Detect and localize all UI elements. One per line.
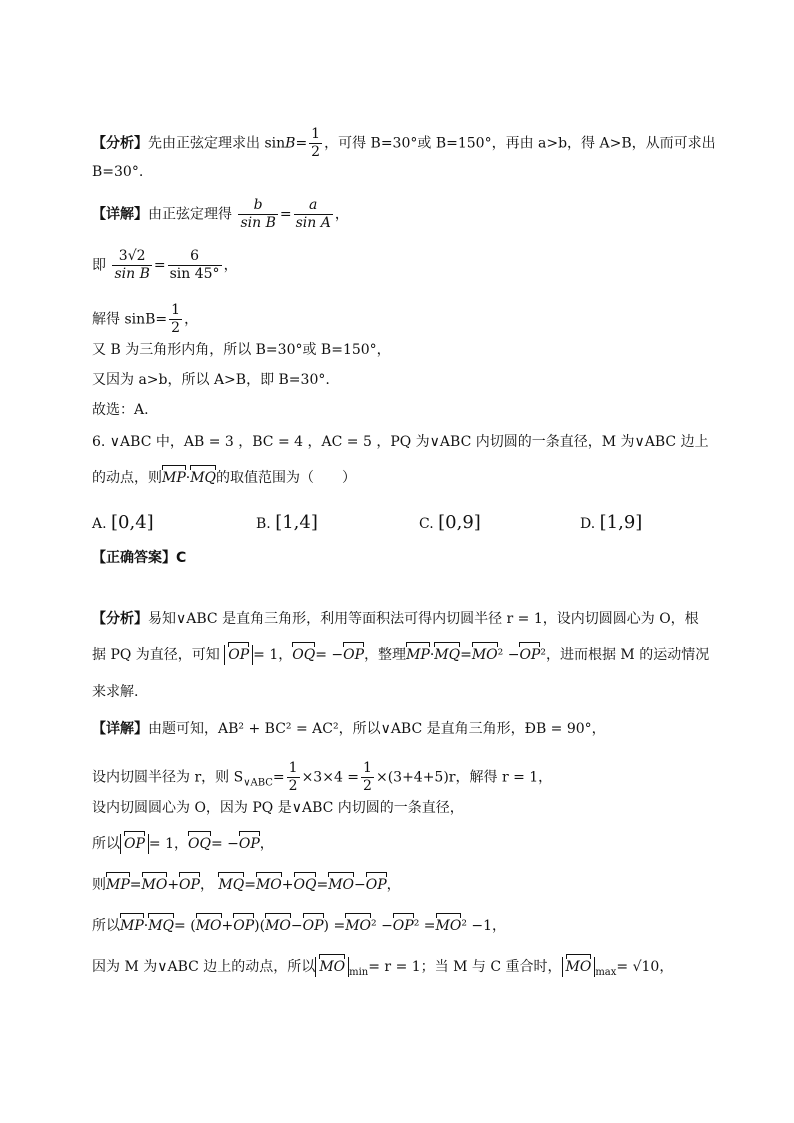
analysis2-line-3: 来求解. (92, 684, 139, 700)
option-value: [0,4] (111, 512, 154, 533)
vector-mp: MP (162, 470, 186, 486)
text: 据 PQ 为直径，可知 (92, 647, 220, 663)
detail-label: 【详解】 (92, 206, 148, 223)
text: ) = (323, 918, 346, 934)
text: 因为 M 为∨ABC 边上的动点，所以 (92, 959, 316, 975)
text: 的动点，则 (92, 470, 162, 486)
option-letter: C. (419, 516, 434, 532)
detail2-line-2 (92, 760, 552, 795)
abs-op (120, 834, 149, 854)
detail2-line-1 (92, 719, 606, 739)
text: 由题可知，AB² + BC² = AC²，所以∨ABC 是直角三角形，ÐB = 90°， (148, 721, 606, 737)
vector-mq: MQ (190, 470, 217, 486)
denominator: 2 (311, 144, 321, 160)
equals: = (316, 877, 329, 893)
vector-mo: MO (195, 918, 222, 934)
option-value: [1,9] (599, 512, 643, 533)
vector-oq: OQ (293, 877, 317, 893)
vector-op: OP (124, 836, 145, 852)
vector-mp: MP (120, 918, 144, 934)
comma: ， (184, 311, 199, 328)
equals: = (129, 877, 142, 893)
numerator: b (238, 197, 277, 215)
equals: = (153, 257, 166, 274)
numerator: 1 (311, 126, 321, 142)
option-value: [0,9] (438, 512, 481, 533)
vector-op: OP (343, 647, 365, 663)
plus: + (281, 877, 294, 893)
text: = − (315, 647, 344, 663)
denominator: sin B (114, 266, 150, 282)
denominator: 2 (171, 320, 181, 336)
detail-line-3 (92, 302, 198, 337)
denominator: 2 (288, 778, 298, 794)
vector-mo: MO (565, 959, 592, 975)
equals: = (272, 769, 285, 786)
numerator: 1 (288, 760, 298, 776)
vector-op: OP (302, 918, 324, 934)
denominator: sin B (240, 215, 276, 231)
text: 解得 sinB= (92, 311, 168, 328)
vector-mo: MO (141, 877, 168, 893)
dot: · (429, 647, 435, 663)
text: 所以 (92, 918, 120, 934)
plus: + (167, 877, 180, 893)
fraction-half (309, 126, 322, 161)
vector-mq: MQ (218, 877, 245, 893)
fraction-6-sin45 (168, 248, 222, 283)
vector-op: OP (179, 877, 200, 893)
text: = √10， (616, 959, 674, 975)
analysis2-line-1 (92, 609, 699, 629)
var-b: B (285, 135, 296, 152)
dot: · (185, 470, 191, 486)
vector-mo: MO (471, 647, 498, 663)
subscript-min: min (349, 966, 369, 978)
text: ² = (413, 918, 436, 934)
comma: ， (334, 206, 349, 223)
vector-mo: MO (255, 877, 282, 893)
denominator: sin A (295, 215, 331, 231)
text: = 1， (253, 647, 293, 663)
option-letter: A. (92, 516, 107, 532)
vector-mq: MQ (148, 918, 175, 934)
vector-op: OP (228, 647, 250, 663)
detail2-line-5 (92, 875, 401, 895)
detail-text: 由正弦定理得 (148, 206, 232, 223)
analysis-label: 【分析】 (92, 135, 148, 152)
vector-mq: MQ (434, 647, 461, 663)
analysis2-line-2 (92, 645, 709, 665)
minus: − (290, 918, 303, 934)
detail-line-6: 故选：A. (92, 402, 149, 418)
equals: = (279, 206, 292, 223)
text: )( (254, 918, 266, 934)
question-6-line-2 (92, 468, 356, 488)
abs-mo-min (315, 957, 349, 977)
fraction-half (361, 760, 374, 795)
fraction-half (287, 760, 300, 795)
vector-op: OP (238, 836, 260, 852)
numerator: 1 (363, 760, 372, 776)
detail-line-2 (92, 248, 238, 283)
question-6-line-1: 6. ∨ABC 中，AB = 3 ，BC = 4 ，AC = 5 ，PQ 为∨ABC 内切圆的一条直径，M 为∨ABC 边上 (92, 434, 709, 450)
numerator: 1 (171, 302, 181, 318)
vector-mo: MO (345, 918, 371, 934)
comma: ， (386, 877, 401, 893)
fraction-half (169, 302, 182, 337)
text: 易知∨ABC 是直角三角形，利用等面积法可得内切圆半径 r = 1，设内切圆圆心为 O，根 (148, 611, 699, 627)
plus: + (221, 918, 234, 934)
analysis-label: 【分析】 (92, 611, 148, 627)
analysis-text-rest: ，可得 B=30°或 B=150°，再由 a>b，得 A>B，从而可求出 (324, 135, 716, 152)
vector-mp: MP (406, 647, 430, 663)
option-a[interactable] (92, 512, 154, 533)
detail2-line-6 (92, 916, 506, 936)
detail-line-4: 又 B 为三角形内角，所以 B=30°或 B=150°， (92, 342, 391, 358)
numerator: a (294, 197, 333, 215)
text: 的取值范围为（ ） (216, 470, 357, 486)
detail2-line-4 (92, 834, 274, 854)
vector-mo: MO (435, 918, 462, 934)
prefix: 即 (92, 257, 106, 274)
subscript: ∨ABC (243, 777, 273, 789)
analysis-text: 先由正弦定理求出 sin (148, 135, 286, 152)
correct-answer: 【正确答案】C (92, 550, 187, 566)
text: ² − (497, 647, 520, 663)
text: ×3×4 = (301, 769, 360, 786)
text: = 1， (148, 836, 188, 852)
vector-mo: MO (319, 959, 346, 975)
denominator: sin 45° (169, 266, 220, 282)
vector-mp: MP (106, 877, 130, 893)
text: ²，进而根据 M 的运动情况 (540, 647, 710, 663)
denominator: 2 (363, 778, 372, 794)
vector-op: OP (392, 918, 414, 934)
option-c[interactable] (419, 512, 481, 533)
detail-label: 【详解】 (92, 721, 148, 737)
text: ² − (371, 918, 393, 934)
equals: = (295, 135, 308, 152)
option-b[interactable] (256, 512, 318, 533)
analysis-line-2: B=30°. (92, 164, 144, 180)
comma: ， (199, 877, 214, 893)
text: 所以 (92, 836, 120, 852)
equals: = (460, 647, 472, 663)
minus: − (354, 877, 366, 893)
numerator: 6 (168, 248, 222, 266)
option-letter: D. (580, 516, 596, 532)
text: = r = 1；当 M 与 C 重合时， (368, 959, 562, 975)
text: ， (259, 836, 274, 852)
numerator: 3√2 (112, 248, 151, 266)
vector-oq: OQ (188, 836, 211, 852)
text: ，整理 (364, 647, 407, 663)
abs-mo-max (562, 957, 596, 977)
subscript-max: max (595, 966, 617, 978)
equals: = (244, 877, 256, 893)
fraction-3root2-sinb (112, 248, 151, 283)
text: 设内切圆半径为 r，则 S (92, 769, 244, 786)
detail-line-5: 又因为 a>b，所以 A>B，即 B=30°. (92, 372, 330, 388)
option-value: [1,4] (275, 512, 318, 533)
option-letter: B. (256, 516, 271, 532)
option-d[interactable] (580, 512, 642, 533)
text: = − (210, 836, 239, 852)
abs-op (224, 645, 253, 665)
text: ² −1， (461, 918, 507, 934)
analysis-line-1 (92, 126, 716, 161)
comma: ， (223, 257, 238, 274)
vector-op: OP (365, 877, 387, 893)
vector-op: OP (519, 647, 541, 663)
text: ×(3+4+5)r，解得 r = 1， (375, 769, 553, 786)
vector-oq: OQ (292, 647, 316, 663)
vector-mo: MO (328, 877, 355, 893)
detail-line-1 (92, 197, 349, 232)
fraction-a-sina (294, 197, 333, 232)
detail2-line-7 (92, 957, 673, 983)
text: = ( (174, 918, 196, 934)
detail2-line-3: 设内切圆圆心为 O，因为 PQ 是∨ABC 内切圆的一条直径， (92, 800, 464, 816)
vector-op: OP (233, 918, 255, 934)
vector-mo: MO (265, 918, 291, 934)
fraction-b-sinb (238, 197, 277, 232)
dot: · (143, 918, 149, 934)
text: 则 (92, 877, 106, 893)
